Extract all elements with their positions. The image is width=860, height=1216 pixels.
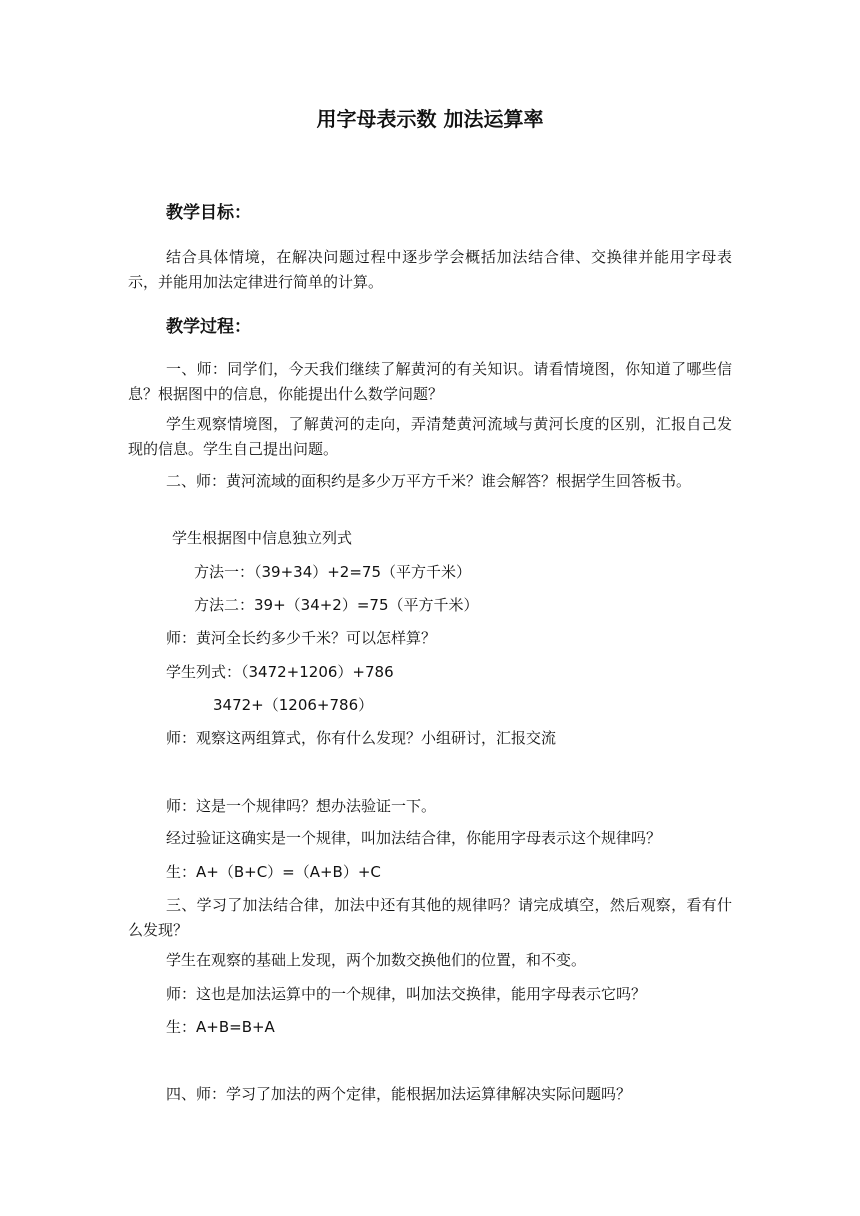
line-student-formula: 学生列式：（3472+1206）+786 bbox=[166, 663, 394, 681]
line-verify-question: 师：这是一个规律吗？想办法验证一下。 bbox=[166, 797, 437, 815]
paragraph-intro: 一、师：同学们，今天我们继续了解黄河的有关知识。请看情境图，你知道了哪些信息？根据图中的信息，你能提出什么数学问题？ bbox=[128, 360, 732, 403]
line-student-discovery: 学生在观察的基础上发现，两个加数交换他们的位置，和不变。 bbox=[166, 951, 587, 969]
line-commutative-law: 师：这也是加法运算中的一个规律，叫加法交换律，能用字母表示它吗？ bbox=[166, 985, 647, 1003]
paragraph-commutative-intro: 三、学习了加法结合律，加法中还有其他的规律吗？请完成填空，然后观察，看有什么发现？ bbox=[128, 896, 732, 939]
line-associative-law: 经过验证这确实是一个规律，叫加法结合律，你能用字母表示这个规律吗？ bbox=[166, 829, 662, 847]
paragraph-student-observe: 学生观察情境图，了解黄河的走向，弄清楚黄河流域与黄河长度的区别，汇报自己发现的信息。学生自己提出问题。 bbox=[128, 415, 732, 458]
line-independent-formula: 学生根据图中信息独立列式 bbox=[172, 529, 353, 547]
line-method-two: 方法二：39+（34+2）=75（平方千米） bbox=[194, 596, 479, 614]
process-heading: 教学过程： bbox=[166, 317, 251, 337]
document-title: 用字母表示数 加法运算率 bbox=[316, 107, 544, 131]
line-observe-question: 师：观察这两组算式，你有什么发现？小组研讨，汇报交流 bbox=[166, 729, 557, 747]
line-application-question: 四、师：学习了加法的两个定律，能根据加法运算律解决实际问题吗？ bbox=[166, 1085, 632, 1103]
line-method-one: 方法一：（39+34）+2=75（平方千米） bbox=[194, 563, 472, 581]
line-associative-formula: 生：A+（B+C）=（A+B）+C bbox=[166, 863, 381, 881]
goal-heading: 教学目标： bbox=[166, 203, 251, 223]
line-length-question: 师：黄河全长约多少千米？可以怎样算？ bbox=[166, 629, 437, 647]
goal-paragraph: 结合具体情境，在解决问题过程中逐步学会概括加法结合律、交换律并能用字母表示，并能用加法定律进行简单的计算。 bbox=[128, 248, 732, 291]
line-student-formula-2: 3472+（1206+786） bbox=[213, 696, 374, 714]
line-commutative-formula: 生：A+B=B+A bbox=[166, 1018, 275, 1036]
paragraph-area-question: 二、师：黄河流域的面积约是多少万平方千米？谁会解答？根据学生回答板书。 bbox=[166, 472, 692, 490]
